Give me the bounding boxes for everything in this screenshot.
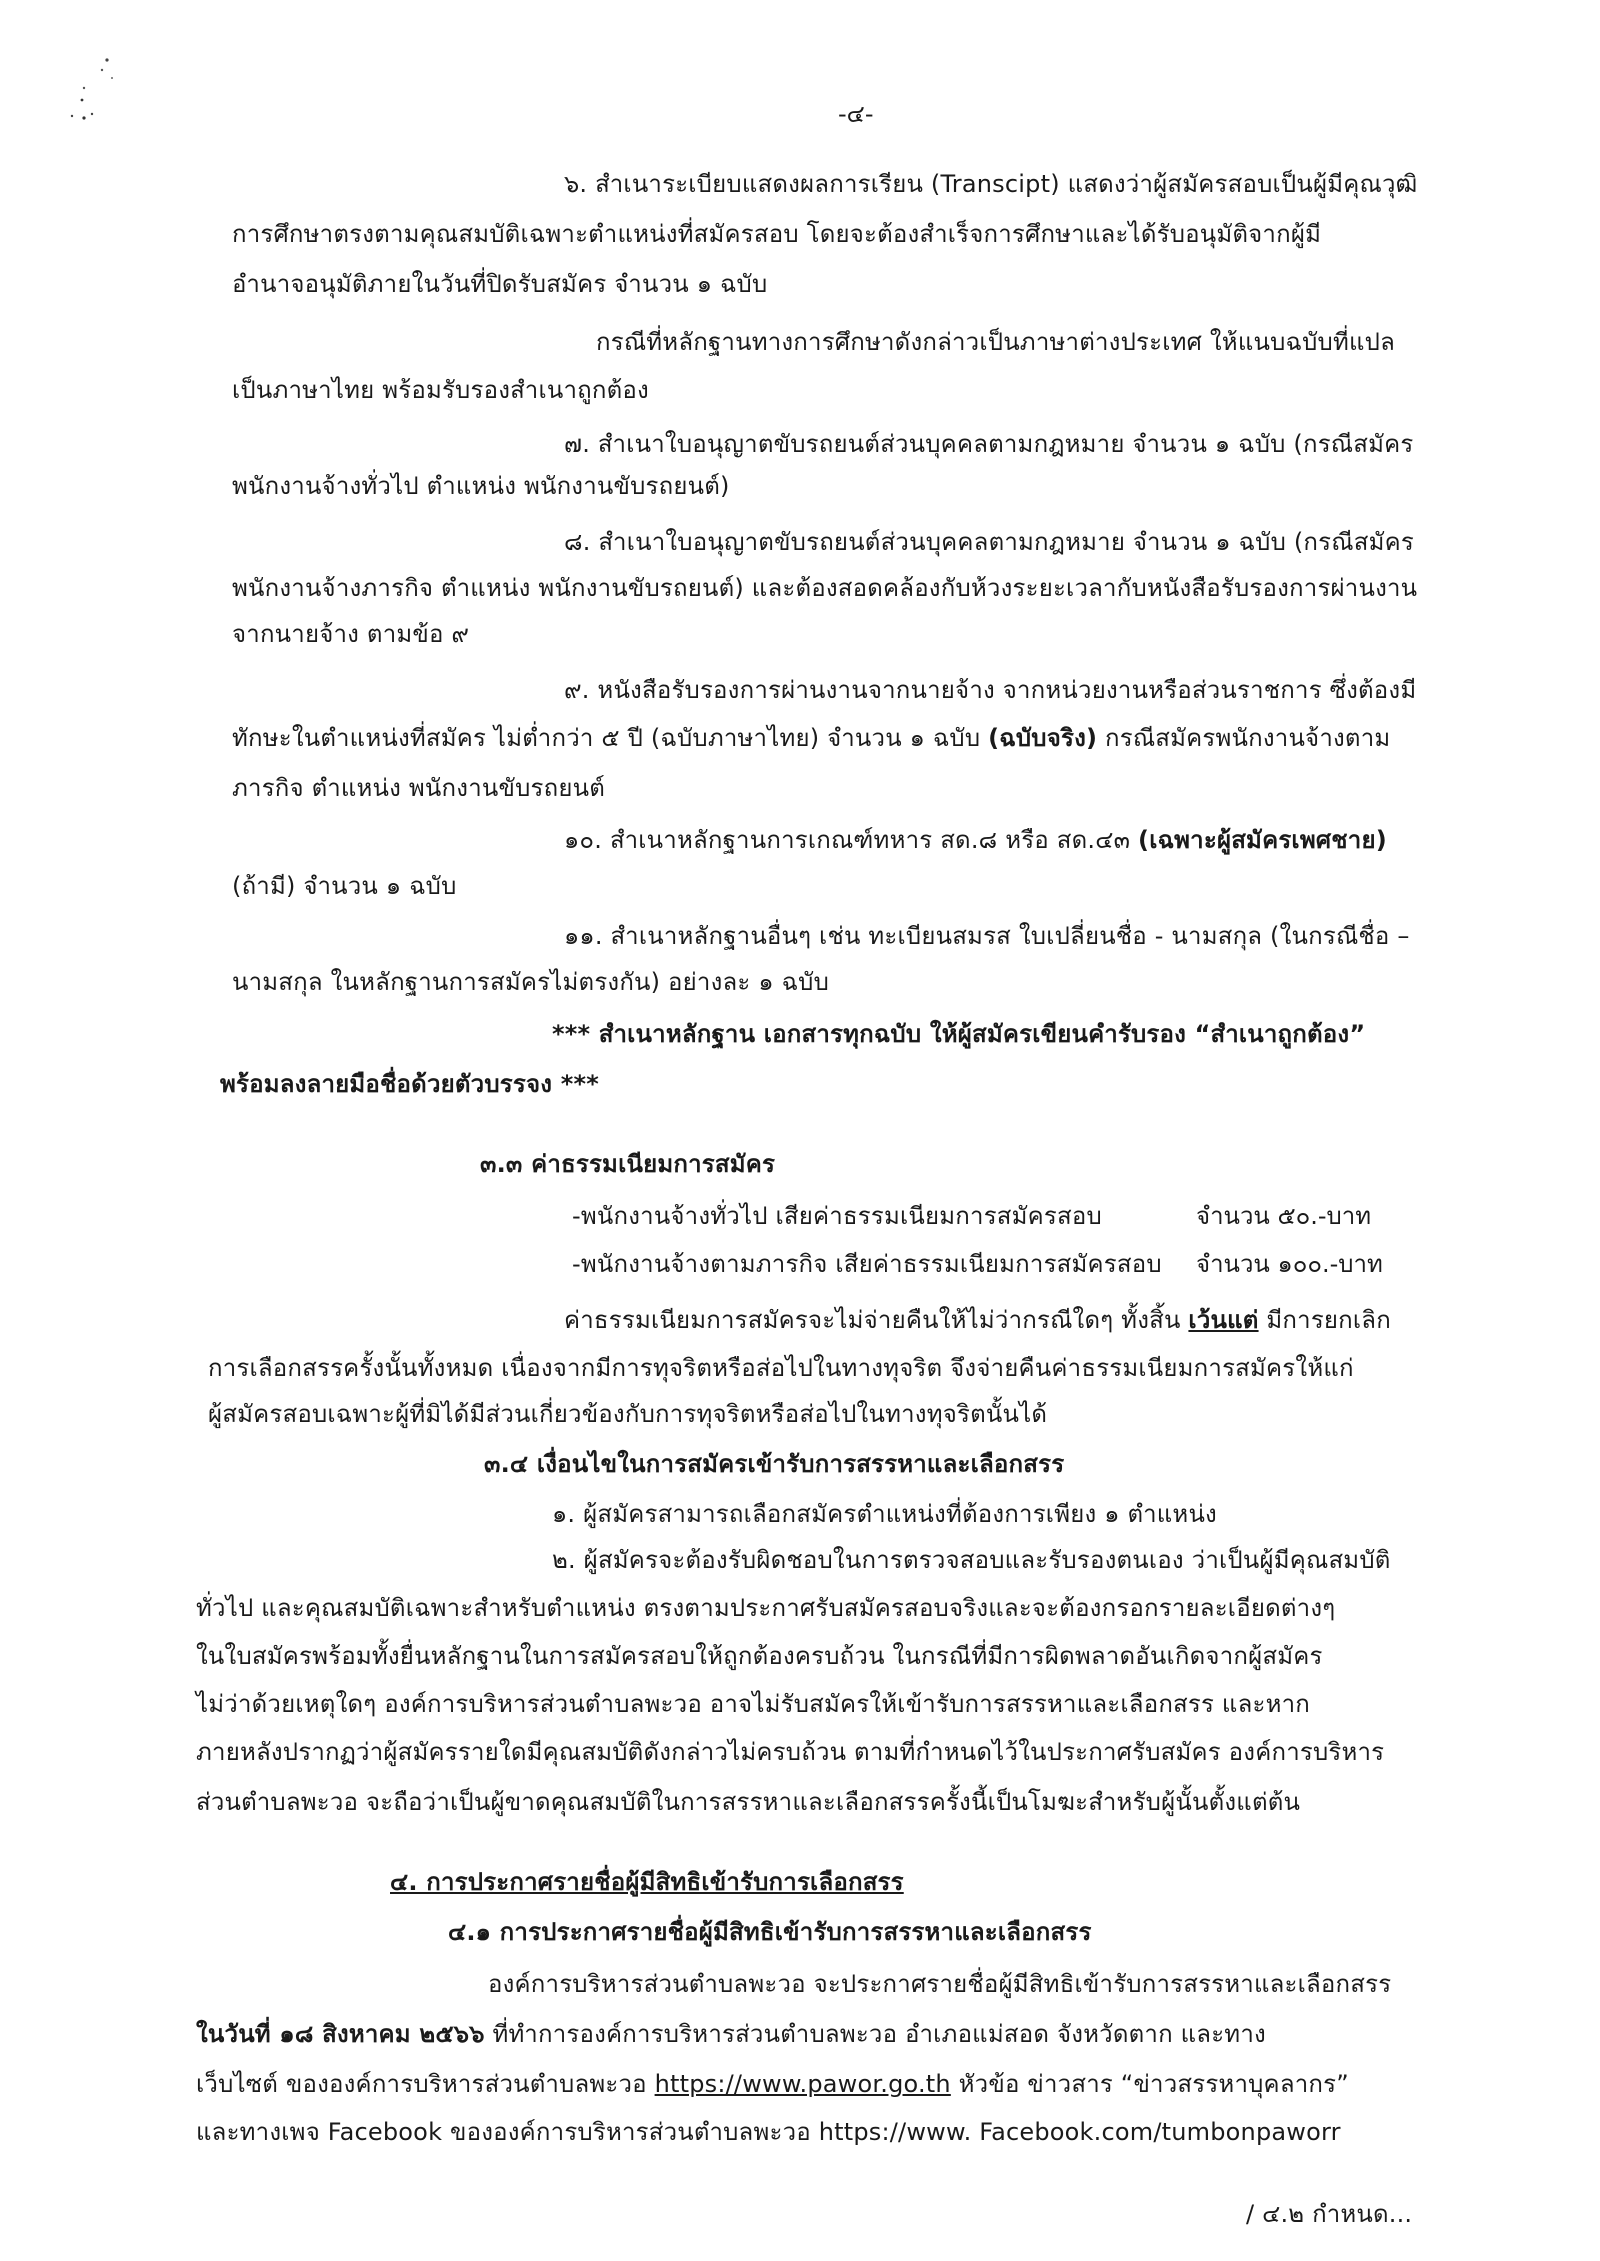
section-4-1-line-3 xyxy=(196,2068,1349,2100)
item-6-line-3: อำนาจอนุมัติภายในวันที่ปิดรับสมัคร จำนวน ๑ ฉบับ xyxy=(232,270,768,298)
condition-2-line-2: ทั่วไป และคุณสมบัติเฉพาะสำหรับตำแหน่ง ตรงตามประกาศรับสมัครสอบจริงและจะต้องกรอกรายละเอียดต่างๆ xyxy=(196,1594,1336,1622)
refund-line-1-tail: มีการยกเลิก xyxy=(1258,1306,1391,1334)
section-4-1-heading: ๔.๑ การประกาศรายชื่อผู้มีสิทธิเข้ารับการสรรหาและเลือกสรร xyxy=(448,1918,1092,1946)
refund-line-2: การเลือกสรรครั้งนั้นทั้งหมด เนื่องจากมีการทุจริตหรือส่อไปในทางทุจริต จึงจ่ายคืนค่าธรรมเนียมการสมัครให้แก่ xyxy=(208,1354,1354,1382)
refund-line-1-text: ค่าธรรมเนียมการสมัครจะไม่จ่ายคืนให้ไม่ว่ากรณีใดๆ ทั้งสิ้น xyxy=(564,1306,1189,1334)
item-9-line-2-tail: กรณีสมัครพนักงานจ้างตาม xyxy=(1097,724,1391,752)
item-7-line-1: ๗. สำเนาใบอนุญาตขับรถยนต์ส่วนบุคคลตามกฎหมาย จำนวน ๑ ฉบับ (กรณีสมัคร xyxy=(564,430,1414,458)
item-10-line-2: (ถ้ามี) จำนวน ๑ ฉบับ xyxy=(232,872,457,900)
item-10-line-1-text: ๑๐. สำเนาหลักฐานการเกณฑ์ทหาร สด.๘ หรือ สด.๔๓ xyxy=(564,826,1139,854)
male-only-emphasis: (เฉพาะผู้สมัครเพศชาย) xyxy=(1138,826,1387,854)
item-6-line-5: เป็นภาษาไทย พร้อมรับรองสำเนาถูกต้อง xyxy=(232,376,649,404)
item-9-line-1: ๙. หนังสือรับรองการผ่านงานจากนายจ้าง จากหน่วยงานหรือส่วนราชการ ซึ่งต้องมี xyxy=(564,676,1417,704)
conditions-heading: ๓.๔ เงื่อนไขในการสมัครเข้ารับการสรรหาและเลือกสรร xyxy=(484,1450,1065,1478)
website-link[interactable]: https://www.pawor.go.th xyxy=(654,2070,951,2098)
fee-mission-amount: จำนวน ๑๐๐.-บาท xyxy=(1196,1250,1383,1278)
fees-heading: ๓.๓ ค่าธรรมเนียมการสมัคร xyxy=(480,1150,776,1178)
item-11-line-1: ๑๑. สำเนาหลักฐานอื่นๆ เช่น ทะเบียนสมรส ใบเปลี่ยนชื่อ - นามสกุล (ในกรณีชื่อ – xyxy=(564,922,1410,950)
item-6-line-1: ๖. สำเนาระเบียบแสดงผลการเรียน (Transcipt) แสดงว่าผู้สมัครสอบเป็นผู้มีคุณวุฒิ xyxy=(564,170,1418,198)
section-4-1-line-3-tail: หัวข้อ ข่าวสาร “ข่าวสรรหาบุคลากร” xyxy=(950,2070,1349,2098)
item-11-line-2: นามสกุล ในหลักฐานการสมัครไม่ตรงกัน) อย่างละ ๑ ฉบับ xyxy=(232,968,830,996)
item-9-line-2-text: ทักษะในตำแหน่งที่สมัคร ไม่ต่ำกว่า ๕ ปี (ฉบับภาษาไทย) จำนวน ๑ ฉบับ xyxy=(232,724,989,752)
section-4-1-line-1: องค์การบริหารส่วนตำบลพะวอ จะประกาศรายชื่อผู้มีสิทธิเข้ารับการสรรหาและเลือกสรร xyxy=(488,1970,1392,1998)
section-4-heading: ๔. การประกาศรายชื่อผู้มีสิทธิเข้ารับการเลือกสรร xyxy=(390,1868,904,1896)
item-10-line-1 xyxy=(564,824,1387,856)
item-6-line-2: การศึกษาตรงตามคุณสมบัติเฉพาะตำแหน่งที่สมัครสอบ โดยจะต้องสำเร็จการศึกษาและได้รับอนุมัติจากผู้มี xyxy=(232,220,1322,248)
section-4-1-line-3-text: เว็บไซต์ ขององค์การบริหารส่วนตำบลพะวอ xyxy=(196,2070,655,2098)
condition-2-line-1: ๒. ผู้สมัครจะต้องรับผิดชอบในการตรวจสอบและรับรองตนเอง ว่าเป็นผู้มีคุณสมบัติ xyxy=(552,1546,1391,1574)
announcement-date: ในวันที่ ๑๘ สิงหาคม ๒๕๖๖ xyxy=(196,2020,485,2048)
section-4-1-line-2 xyxy=(196,2018,1266,2050)
refund-line-3: ผู้สมัครสอบเฉพาะผู้ที่มิได้มีส่วนเกี่ยวข้องกับการทุจริตหรือส่อไปในทางทุจริตนั้นได้ xyxy=(208,1400,1048,1428)
item-8-line-3: จากนายจ้าง ตามข้อ ๙ xyxy=(232,620,470,648)
condition-2-line-3: ในใบสมัครพร้อมทั้งยื่นหลักฐานในการสมัครสอบให้ถูกต้องครบถ้วน ในกรณีที่มีการผิดพลาดอันเกิดจากผู้สมัคร xyxy=(196,1642,1323,1670)
item-6-line-4: กรณีที่หลักฐานทางการศึกษาดังกล่าวเป็นภาษาต่างประเทศ ให้แนบฉบับที่แปล xyxy=(596,328,1395,356)
item-7-line-2: พนักงานจ้างทั่วไป ตำแหน่ง พนักงานขับรถยนต์) xyxy=(232,472,730,500)
item-8-line-1: ๘. สำเนาใบอนุญาตขับรถยนต์ส่วนบุคคลตามกฎหมาย จำนวน ๑ ฉบับ (กรณีสมัคร xyxy=(564,528,1414,556)
refund-line-1 xyxy=(564,1304,1391,1336)
item-9-line-2 xyxy=(232,722,1390,754)
condition-2-line-6: ส่วนตำบลพะวอ จะถือว่าเป็นผู้ขาดคุณสมบัติในการสรรหาและเลือกสรรครั้งนี้เป็นโมฆะสำหรับผู้นั้นตั้งแต่ต้น xyxy=(196,1788,1301,1816)
condition-2-line-5: ภายหลังปรากฏว่าผู้สมัครรายใดมีคุณสมบัติดังกล่าวไม่ครบถ้วน ตามที่กำหนดไว้ในประกาศรับสมัคร องค์การบริหาร xyxy=(196,1738,1385,1766)
continuation-marker: / ๔.๒ กำหนด... xyxy=(1246,2200,1413,2228)
original-copy-emphasis: (ฉบับจริง) xyxy=(988,724,1098,752)
condition-1: ๑. ผู้สมัครสามารถเลือกสมัครตำแหน่งที่ต้องการเพียง ๑ ตำแหน่ง xyxy=(552,1500,1217,1528)
except-emphasis: เว้นแต่ xyxy=(1188,1306,1259,1334)
certification-note-line-1: *** สำเนาหลักฐาน เอกสารทุกฉบับ ให้ผู้สมัครเขียนคำรับรอง “สำเนาถูกต้อง” xyxy=(552,1020,1366,1048)
fee-mission-label: -พนักงานจ้างตามภารกิจ เสียค่าธรรมเนียมการสมัครสอบ xyxy=(572,1250,1162,1278)
certification-note-line-2: พร้อมลงลายมือชื่อด้วยตัวบรรจง *** xyxy=(220,1070,599,1098)
section-4-1-line-2-tail: ที่ทำการองค์การบริหารส่วนตำบลพะวอ อำเภอแม่สอด จังหวัดตาก และทาง xyxy=(484,2020,1266,2048)
scan-specks xyxy=(62,48,132,138)
fee-general-label: -พนักงานจ้างทั่วไป เสียค่าธรรมเนียมการสมัครสอบ xyxy=(572,1202,1102,1230)
item-9-line-3: ภารกิจ ตำแหน่ง พนักงานขับรถยนต์ xyxy=(232,774,605,802)
page-number: -๔- xyxy=(838,100,874,128)
item-8-line-2: พนักงานจ้างภารกิจ ตำแหน่ง พนักงานขับรถยนต์) และต้องสอดคล้องกับห้วงระยะเวลากับหนังสือรับรองการผ่านงาน xyxy=(232,574,1418,602)
section-4-1-line-4: และทางเพจ Facebook ขององค์การบริหารส่วนตำบลพะวอ https://www. Facebook.com/tumbonpaworr xyxy=(196,2118,1341,2146)
fee-general-amount: จำนวน ๕๐.-บาท xyxy=(1196,1202,1372,1230)
condition-2-line-4: ไม่ว่าด้วยเหตุใดๆ องค์การบริหารส่วนตำบลพะวอ อาจไม่รับสมัครให้เข้ารับการสรรหาและเลือกสรร และหาก xyxy=(196,1690,1310,1718)
